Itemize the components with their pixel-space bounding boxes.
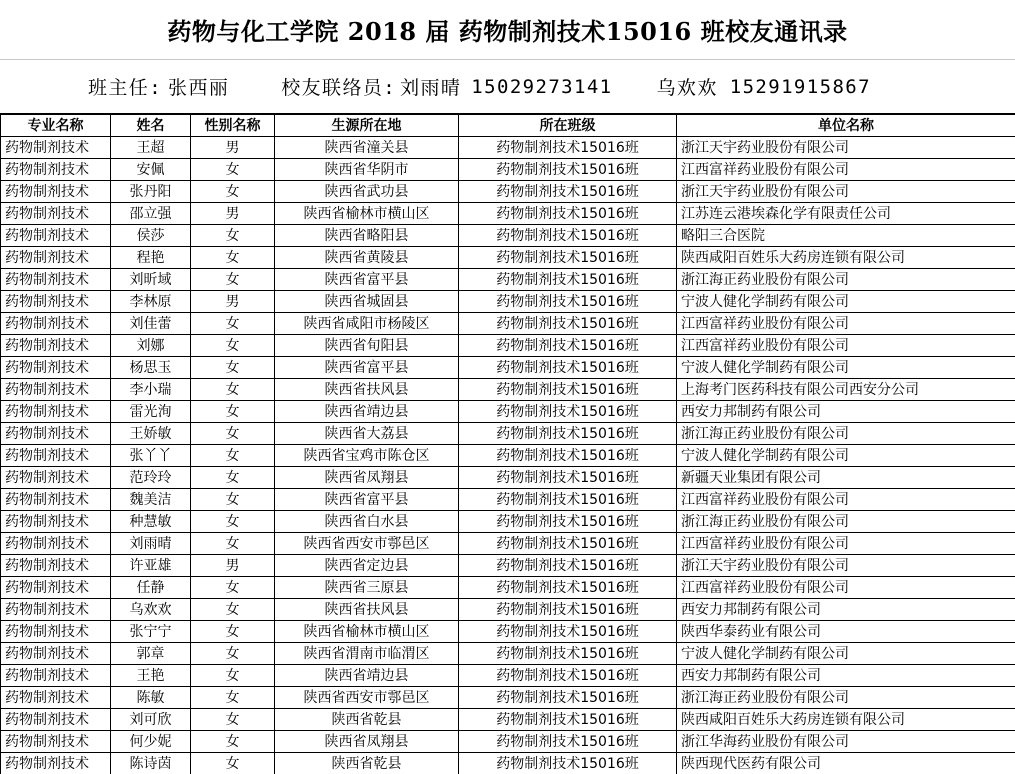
gender-cell: 女 [191, 335, 275, 357]
gender-cell: 女 [191, 577, 275, 599]
name-cell: 许亚雄 [111, 555, 191, 577]
employer-cell: 江西富祥药业股份有限公司 [677, 533, 1015, 555]
origin-cell: 陕西省黄陵县 [275, 247, 459, 269]
employer-header: 单位名称 [677, 115, 1015, 137]
class-cell: 药物制剂技术15016班 [459, 753, 677, 774]
table-row [1, 423, 1015, 445]
name-cell: 魏美洁 [111, 489, 191, 511]
employer-cell: 略阳三合医院 [677, 225, 1015, 247]
name-cell: 安佩 [111, 159, 191, 181]
employer-cell: 浙江天宇药业股份有限公司 [677, 137, 1015, 159]
table-row [1, 511, 1015, 533]
origin-cell: 陕西省宝鸡市陈仓区 [275, 445, 459, 467]
table-row [1, 225, 1015, 247]
major-cell: 药物制剂技术 [1, 203, 111, 225]
origin-cell: 陕西省三原县 [275, 577, 459, 599]
name-cell: 任静 [111, 577, 191, 599]
table-row [1, 247, 1015, 269]
table-row [1, 489, 1015, 511]
class-cell: 药物制剂技术15016班 [459, 731, 677, 753]
origin-cell: 陕西省定边县 [275, 555, 459, 577]
roster-table [0, 114, 1015, 774]
gender-cell: 女 [191, 313, 275, 335]
origin-cell: 陕西省榆林市横山区 [275, 621, 459, 643]
origin-cell: 陕西省扶风县 [275, 379, 459, 401]
major-cell: 药物制剂技术 [1, 247, 111, 269]
origin-cell: 陕西省大荔县 [275, 423, 459, 445]
liaison-label: 校友联络员: [281, 77, 397, 99]
gender-cell: 女 [191, 533, 275, 555]
origin-cell: 陕西省富平县 [275, 489, 459, 511]
major-cell: 药物制剂技术 [1, 379, 111, 401]
major-cell: 药物制剂技术 [1, 621, 111, 643]
employer-cell: 新疆天业集团有限公司 [677, 467, 1015, 489]
employer-cell: 浙江海正药业股份有限公司 [677, 687, 1015, 709]
major-cell: 药物制剂技术 [1, 445, 111, 467]
head-teacher-label: 班主任: [88, 77, 163, 99]
name-cell: 刘可欣 [111, 709, 191, 731]
class-cell: 药物制剂技术15016班 [459, 379, 677, 401]
class-cell: 药物制剂技术15016班 [459, 181, 677, 203]
name-header: 姓名 [111, 115, 191, 137]
class-cell: 药物制剂技术15016班 [459, 687, 677, 709]
origin-cell: 陕西省乾县 [275, 709, 459, 731]
class-cell: 药物制剂技术15016班 [459, 489, 677, 511]
gender-cell: 女 [191, 225, 275, 247]
liaison1-phone: 15029273141 [471, 75, 613, 98]
gender-cell: 女 [191, 181, 275, 203]
name-cell: 刘娜 [111, 335, 191, 357]
class-header: 所在班级 [459, 115, 677, 137]
major-header: 专业名称 [1, 115, 111, 137]
head-teacher-name: 张西丽 [168, 77, 230, 99]
class-cell: 药物制剂技术15016班 [459, 335, 677, 357]
major-cell: 药物制剂技术 [1, 313, 111, 335]
name-cell: 何少妮 [111, 731, 191, 753]
table-row [1, 577, 1015, 599]
gender-cell: 女 [191, 621, 275, 643]
employer-cell: 浙江天宇药业股份有限公司 [677, 181, 1015, 203]
class-cell: 药物制剂技术15016班 [459, 577, 677, 599]
employer-cell: 浙江海正药业股份有限公司 [677, 423, 1015, 445]
origin-cell: 陕西省潼关县 [275, 137, 459, 159]
name-cell: 刘佳蕾 [111, 313, 191, 335]
origin-cell: 陕西省靖边县 [275, 401, 459, 423]
major-cell: 药物制剂技术 [1, 489, 111, 511]
name-cell: 张丫丫 [111, 445, 191, 467]
name-cell: 张丹阳 [111, 181, 191, 203]
class-cell: 药物制剂技术15016班 [459, 665, 677, 687]
name-cell: 侯莎 [111, 225, 191, 247]
name-cell: 刘雨晴 [111, 533, 191, 555]
major-cell: 药物制剂技术 [1, 181, 111, 203]
class-cell: 药物制剂技术15016班 [459, 203, 677, 225]
table-row [1, 687, 1015, 709]
employer-cell: 西安力邦制药有限公司 [677, 665, 1015, 687]
origin-cell: 陕西省凤翔县 [275, 467, 459, 489]
class-cell: 药物制剂技术15016班 [459, 313, 677, 335]
table-row [1, 467, 1015, 489]
table-row [1, 533, 1015, 555]
class-cell: 药物制剂技术15016班 [459, 621, 677, 643]
class-cell: 药物制剂技术15016班 [459, 269, 677, 291]
name-cell: 刘昕域 [111, 269, 191, 291]
employer-cell: 江西富祥药业股份有限公司 [677, 335, 1015, 357]
gender-cell: 女 [191, 599, 275, 621]
gender-cell: 女 [191, 753, 275, 774]
gender-cell: 女 [191, 445, 275, 467]
class-cell: 药物制剂技术15016班 [459, 225, 677, 247]
gender-cell: 女 [191, 247, 275, 269]
gender-cell: 女 [191, 489, 275, 511]
employer-cell: 江西富祥药业股份有限公司 [677, 159, 1015, 181]
gender-cell: 男 [191, 555, 275, 577]
employer-cell: 宁波人健化学制药有限公司 [677, 357, 1015, 379]
origin-cell: 陕西省富平县 [275, 269, 459, 291]
class-cell: 药物制剂技术15016班 [459, 467, 677, 489]
name-cell: 种慧敏 [111, 511, 191, 533]
class-cell: 药物制剂技术15016班 [459, 511, 677, 533]
origin-cell: 陕西省旬阳县 [275, 335, 459, 357]
employer-cell: 浙江海正药业股份有限公司 [677, 511, 1015, 533]
origin-cell: 陕西省靖边县 [275, 665, 459, 687]
name-cell: 李小瑞 [111, 379, 191, 401]
employer-cell: 陕西咸阳百姓乐大药房连锁有限公司 [677, 247, 1015, 269]
employer-cell: 宁波人健化学制药有限公司 [677, 445, 1015, 467]
employer-cell: 江苏连云港埃森化学有限责任公司 [677, 203, 1015, 225]
major-cell: 药物制剂技术 [1, 467, 111, 489]
major-cell: 药物制剂技术 [1, 555, 111, 577]
table-row [1, 379, 1015, 401]
class-cell: 药物制剂技术15016班 [459, 709, 677, 731]
employer-cell: 宁波人健化学制药有限公司 [677, 291, 1015, 313]
major-cell: 药物制剂技术 [1, 533, 111, 555]
class-cell: 药物制剂技术15016班 [459, 401, 677, 423]
gender-cell: 女 [191, 709, 275, 731]
origin-cell: 陕西省略阳县 [275, 225, 459, 247]
gender-cell: 女 [191, 511, 275, 533]
origin-cell: 陕西省城固县 [275, 291, 459, 313]
employer-cell: 江西富祥药业股份有限公司 [677, 489, 1015, 511]
major-cell: 药物制剂技术 [1, 511, 111, 533]
class-cell: 药物制剂技术15016班 [459, 159, 677, 181]
table-row [1, 357, 1015, 379]
table-row [1, 137, 1015, 159]
table-row [1, 445, 1015, 467]
table-row [1, 709, 1015, 731]
employer-cell: 宁波人健化学制药有限公司 [677, 643, 1015, 665]
class-cell: 药物制剂技术15016班 [459, 423, 677, 445]
major-cell: 药物制剂技术 [1, 159, 111, 181]
employer-cell: 浙江天宇药业股份有限公司 [677, 555, 1015, 577]
class-cell: 药物制剂技术15016班 [459, 533, 677, 555]
major-cell: 药物制剂技术 [1, 137, 111, 159]
major-cell: 药物制剂技术 [1, 599, 111, 621]
gender-cell: 女 [191, 357, 275, 379]
gender-cell: 男 [191, 137, 275, 159]
table-row [1, 753, 1015, 774]
gender-cell: 女 [191, 379, 275, 401]
table-row [1, 401, 1015, 423]
major-cell: 药物制剂技术 [1, 291, 111, 313]
class-cell: 药物制剂技术15016班 [459, 247, 677, 269]
employer-cell: 西安力邦制药有限公司 [677, 401, 1015, 423]
liaison1-name: 刘雨晴 [400, 77, 462, 99]
origin-cell: 陕西省榆林市横山区 [275, 203, 459, 225]
table-row [1, 181, 1015, 203]
table-row [1, 159, 1015, 181]
employer-cell: 陕西现代医药有限公司 [677, 753, 1015, 774]
origin-cell: 陕西省西安市鄠邑区 [275, 687, 459, 709]
name-cell: 王娇敏 [111, 423, 191, 445]
table-header-row [1, 115, 1015, 137]
class-cell: 药物制剂技术15016班 [459, 555, 677, 577]
gender-cell: 女 [191, 467, 275, 489]
employer-cell: 陕西咸阳百姓乐大药房连锁有限公司 [677, 709, 1015, 731]
name-cell: 郭章 [111, 643, 191, 665]
name-cell: 雷光洵 [111, 401, 191, 423]
table-row [1, 313, 1015, 335]
origin-cell: 陕西省渭南市临渭区 [275, 643, 459, 665]
name-cell: 杨思玉 [111, 357, 191, 379]
name-cell: 邵立强 [111, 203, 191, 225]
class-cell: 药物制剂技术15016班 [459, 599, 677, 621]
major-cell: 药物制剂技术 [1, 665, 111, 687]
table-row [1, 731, 1015, 753]
table-row [1, 291, 1015, 313]
page-title: 药物与化工学院 2018 届 药物制剂技术15016 班校友通讯录 [0, 0, 1015, 60]
gender-cell: 女 [191, 269, 275, 291]
table-row [1, 335, 1015, 357]
liaison2-phone: 15291915867 [729, 75, 871, 98]
class-cell: 药物制剂技术15016班 [459, 643, 677, 665]
major-cell: 药物制剂技术 [1, 423, 111, 445]
class-cell: 药物制剂技术15016班 [459, 445, 677, 467]
name-cell: 王艳 [111, 665, 191, 687]
origin-cell: 陕西省乾县 [275, 753, 459, 774]
name-cell: 王超 [111, 137, 191, 159]
major-cell: 药物制剂技术 [1, 335, 111, 357]
name-cell: 陈敏 [111, 687, 191, 709]
origin-cell: 陕西省咸阳市杨陵区 [275, 313, 459, 335]
major-cell: 药物制剂技术 [1, 643, 111, 665]
table-row [1, 665, 1015, 687]
gender-cell: 男 [191, 291, 275, 313]
employer-cell: 浙江海正药业股份有限公司 [677, 269, 1015, 291]
table-body [1, 137, 1015, 774]
gender-cell: 男 [191, 203, 275, 225]
major-cell: 药物制剂技术 [1, 753, 111, 774]
origin-header: 生源所在地 [275, 115, 459, 137]
table-row [1, 203, 1015, 225]
table-row [1, 621, 1015, 643]
class-cell: 药物制剂技术15016班 [459, 137, 677, 159]
class-cell: 药物制剂技术15016班 [459, 291, 677, 313]
origin-cell: 陕西省扶风县 [275, 599, 459, 621]
name-cell: 范玲玲 [111, 467, 191, 489]
employer-cell: 陕西华泰药业有限公司 [677, 621, 1015, 643]
origin-cell: 陕西省西安市鄠邑区 [275, 533, 459, 555]
employer-cell: 西安力邦制药有限公司 [677, 599, 1015, 621]
employer-cell: 江西富祥药业股份有限公司 [677, 313, 1015, 335]
major-cell: 药物制剂技术 [1, 401, 111, 423]
gender-cell: 女 [191, 731, 275, 753]
name-cell: 张宁宁 [111, 621, 191, 643]
gender-cell: 女 [191, 643, 275, 665]
major-cell: 药物制剂技术 [1, 731, 111, 753]
gender-cell: 女 [191, 423, 275, 445]
gender-cell: 女 [191, 687, 275, 709]
origin-cell: 陕西省白水县 [275, 511, 459, 533]
gender-header: 性别名称 [191, 115, 275, 137]
major-cell: 药物制剂技术 [1, 709, 111, 731]
name-cell: 李林原 [111, 291, 191, 313]
origin-cell: 陕西省华阴市 [275, 159, 459, 181]
major-cell: 药物制剂技术 [1, 269, 111, 291]
origin-cell: 陕西省凤翔县 [275, 731, 459, 753]
table-row [1, 555, 1015, 577]
origin-cell: 陕西省武功县 [275, 181, 459, 203]
major-cell: 药物制剂技术 [1, 357, 111, 379]
gender-cell: 女 [191, 159, 275, 181]
name-cell: 乌欢欢 [111, 599, 191, 621]
employer-cell: 上海考门医药科技有限公司西安分公司 [677, 379, 1015, 401]
major-cell: 药物制剂技术 [1, 225, 111, 247]
contact-line [0, 60, 1015, 114]
table-row [1, 599, 1015, 621]
table-row [1, 643, 1015, 665]
table-row [1, 269, 1015, 291]
gender-cell: 女 [191, 401, 275, 423]
name-cell: 陈诗茵 [111, 753, 191, 774]
gender-cell: 女 [191, 665, 275, 687]
employer-cell: 江西富祥药业股份有限公司 [677, 577, 1015, 599]
name-cell: 程艳 [111, 247, 191, 269]
employer-cell: 浙江华海药业股份有限公司 [677, 731, 1015, 753]
major-cell: 药物制剂技术 [1, 687, 111, 709]
liaison2-name: 乌欢欢 [656, 77, 718, 99]
major-cell: 药物制剂技术 [1, 577, 111, 599]
class-cell: 药物制剂技术15016班 [459, 357, 677, 379]
origin-cell: 陕西省富平县 [275, 357, 459, 379]
